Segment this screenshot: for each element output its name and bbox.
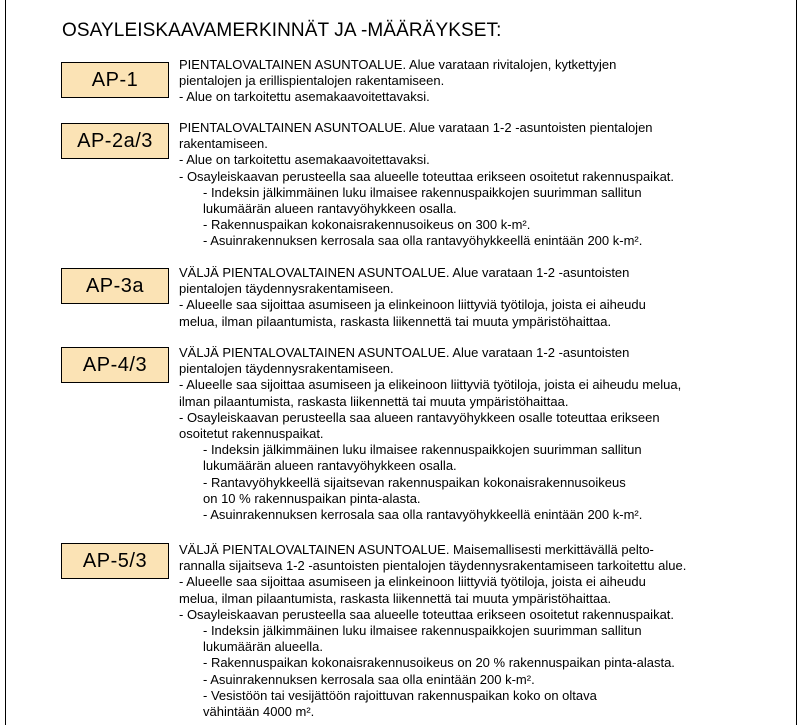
zone-description bbox=[179, 542, 739, 720]
description-line: - Indeksin jälkimmäinen luku ilmaisee rakennuspaikkojen suurimman sallitun bbox=[203, 184, 642, 200]
zone-description bbox=[179, 120, 739, 250]
description-line: osoitetut rakennuspaikat. bbox=[179, 425, 324, 441]
description-line: - Indeksin jälkimmäinen luku ilmaisee rakennuspaikkojen suurimman sallitun bbox=[203, 442, 642, 458]
description-line: on 10 % rakennuspaikan pinta-alasta. bbox=[203, 490, 421, 506]
description-line: pientalojen täydennysrakentamiseen. bbox=[179, 361, 394, 377]
description-line: - Osayleiskaavan perusteella saa alueelle toteuttaa erikseen osoitetut rakennuspaikat. bbox=[179, 606, 675, 622]
zone-code-box: AP-2a/3 bbox=[61, 123, 169, 159]
zone-description bbox=[179, 57, 739, 106]
description-line: - Asuinrakennuksen kerrosala saa olla rantavyöhykkeellä enintään 200 k-m². bbox=[203, 233, 643, 249]
zone-code-box: AP-3a bbox=[61, 268, 169, 304]
description-line: lukumäärän alueen rantavyöhykkeen osalla. bbox=[203, 200, 457, 216]
description-line: - Alue on tarkoitettu asemakaavoitettavaksi. bbox=[179, 152, 430, 168]
description-line: VÄLJÄ PIENTALOVALTAINEN ASUNTOALUE. Alue varataan 1-2 -asuntoisten bbox=[179, 345, 630, 360]
description-line: VÄLJÄ PIENTALOVALTAINEN ASUNTOALUE. Alue varataan 1-2 -asuntoisten bbox=[179, 265, 630, 280]
description-line: pientalojen ja erillispientalojen rakentamiseen. bbox=[179, 73, 445, 89]
description-line: VÄLJÄ PIENTALOVALTAINEN ASUNTOALUE. Maisemallisesti merkittävällä pelto- bbox=[179, 542, 654, 557]
zone-description bbox=[179, 345, 739, 523]
description-line: ilman pilaantumista, raskasta liikennettä tai muuta ympäristöhaittaa. bbox=[179, 393, 569, 409]
page-border-left bbox=[5, 0, 6, 725]
page-border-right bbox=[796, 0, 797, 725]
description-line: - Asuinrakennuksen kerrosala saa olla enintään 200 k-m². bbox=[203, 671, 535, 687]
page-title: OSAYLEISKAAVAMERKINNÄT JA -MÄÄRÄYKSET: bbox=[62, 20, 502, 41]
description-line: rannalla sijaitseva 1-2 -asuntoisten pientalojen täydennysrakentamiseen tarkoitettu alue. bbox=[179, 558, 687, 574]
description-line: PIENTALOVALTAINEN ASUNTOALUE. Alue varataan rivitalojen, kytkettyjen bbox=[179, 57, 617, 72]
description-line: vähintään 4000 m². bbox=[203, 703, 315, 719]
description-line: lukumäärän alueen rantavyöhykkeen osalla. bbox=[203, 458, 457, 474]
description-line: - Rakennuspaikan kokonaisrakennusoikeus on 20 % rakennuspaikan pinta-alasta. bbox=[203, 655, 675, 671]
zone-code-box: AP-5/3 bbox=[61, 543, 169, 579]
description-line: lukumäärän alueella. bbox=[203, 639, 323, 655]
description-line: - Osayleiskaavan perusteella saa alueelle toteuttaa erikseen osoitetut rakennuspaikat. bbox=[179, 168, 675, 184]
description-line: PIENTALOVALTAINEN ASUNTOALUE. Alue varataan 1-2 -asuntoisten pientalojen bbox=[179, 120, 653, 135]
description-line: - Asuinrakennuksen kerrosala saa olla rantavyöhykkeellä enintään 200 k-m². bbox=[203, 506, 643, 522]
description-line: - Alueelle saa sijoittaa asumiseen ja elinkeinoon liittyviä työtiloja, joista ei aiheudu bbox=[179, 574, 646, 590]
description-line: rakentamiseen. bbox=[179, 136, 268, 152]
description-line: - Alueelle saa sijoittaa asumiseen ja elikeinoon liittyviä työtiloja, joista ei aiheudu melua, bbox=[179, 377, 682, 393]
description-line: - Rakennuspaikan kokonaisrakennusoikeus on 300 k-m². bbox=[203, 217, 531, 233]
description-line: - Osayleiskaavan perusteella saa alueen rantavyöhykkeen osalle toteuttaa erikseen bbox=[179, 409, 660, 425]
description-line: - Rantavyöhykkeellä sijaitsevan rakennuspaikan kokonaisrakennusoikeus bbox=[203, 474, 626, 490]
zone-description bbox=[179, 265, 739, 330]
description-line: - Alueelle saa sijoittaa asumiseen ja elinkeinoon liittyviä työtiloja, joista ei aiheudu bbox=[179, 297, 646, 313]
description-line: melua, ilman pilaantumista, raskasta liikennettä tai muuta ympäristöhaittaa. bbox=[179, 313, 612, 329]
description-line: - Alue on tarkoitettu asemakaavoitettavaksi. bbox=[179, 89, 430, 105]
zone-code-box: AP-1 bbox=[61, 62, 169, 98]
description-line: - Vesistöön tai vesijättöön rajoittuvan rakennuspaikan koko on oltava bbox=[203, 687, 597, 703]
zone-code-box: AP-4/3 bbox=[61, 347, 169, 383]
description-line: melua, ilman pilaantumista, raskasta liikennettä tai muuta ympäristöhaittaa. bbox=[179, 590, 612, 606]
description-line: - Indeksin jälkimmäinen luku ilmaisee rakennuspaikkojen suurimman sallitun bbox=[203, 622, 642, 638]
description-line: pientalojen täydennysrakentamiseen. bbox=[179, 281, 394, 297]
